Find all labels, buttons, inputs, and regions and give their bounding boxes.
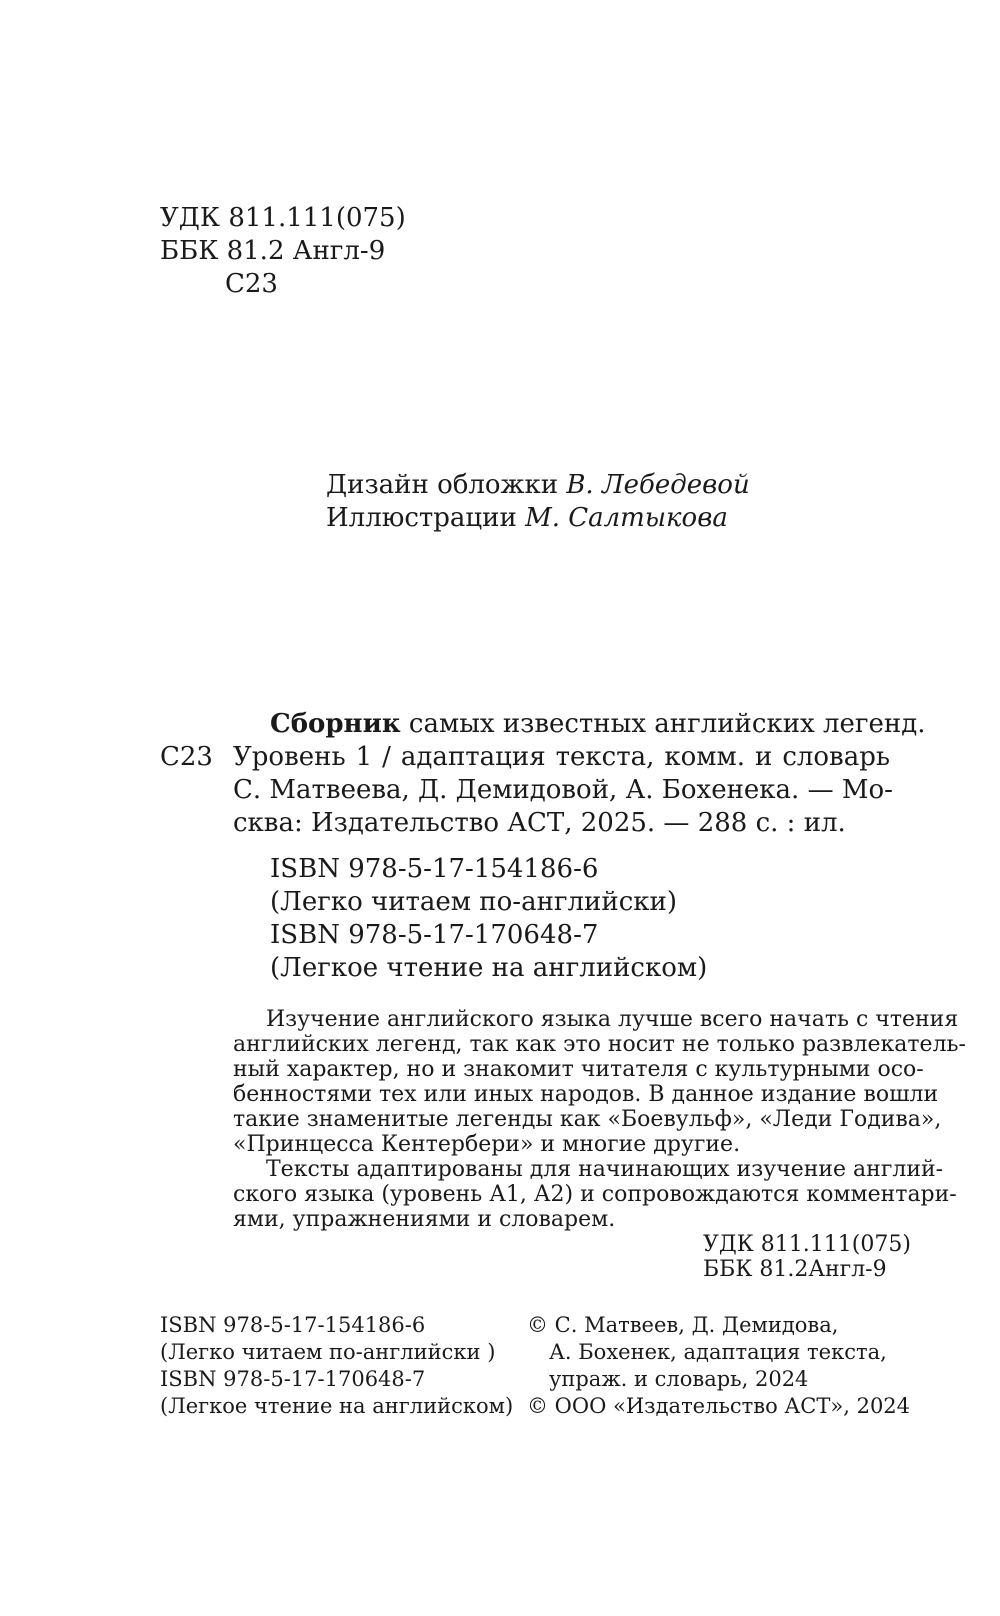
footer-series-2: (Легкое чтение на английском) [160,1394,514,1418]
illustrations-credit [326,502,728,535]
bib-isbn-1: ISBN 978-5-17-154186-6 [270,854,599,884]
annotation-line: ского языка (уровень А1, А2) и сопровождаются комментари- [233,1182,957,1207]
cover-designer-name: В. Лебедевой [566,470,750,500]
annotation-udk: УДК 811.111(075) [703,1232,911,1257]
bib-line-3-wrap [233,774,893,807]
annotation-line: ями, упражнениями и словарем. [233,1207,616,1232]
annotation-line: ный характер, но и знакомит читателя с культурными осо- [233,1057,924,1082]
illustrator-name: М. Салтыкова [525,503,728,533]
annotation-line: такие знаменитые легенды как «Боевульф», «Леди Годива», [233,1107,942,1132]
copyright-authors: © С. Матвеев, Д. Демидова, [527,1313,839,1337]
copyright-block [527,1312,910,1420]
bib-title-bold: Сборник [270,709,401,739]
bib-title-rest: самых известных английских легенд. [400,709,926,739]
bib-line-1 [270,708,926,741]
copyright-authors-cont: упраж. и словарь, 2024 [549,1367,809,1391]
copyright-publisher: © ООО «Издательство АСТ», 2024 [527,1394,911,1418]
bib-line-3: С. Матвеева, Д. Демидовой, А. Бохенека. — Мо- [233,775,893,805]
cover-design-label: Дизайн обложки [326,470,559,500]
cover-design-credit [326,469,750,502]
bib-line-2: Уровень 1 / адаптация текста, комм. и словарь [233,742,890,772]
footer-isbn-1: ISBN 978-5-17-154186-6 [160,1313,426,1337]
footer-series-1: (Легко читаем по-английски ) [160,1340,496,1364]
illustrations-label: Иллюстрации [326,503,517,533]
annotation-line: Изучение английского языка лучше всего начать с чтения [266,1007,959,1032]
bib-series-2: (Легкое чтение на английском) [270,953,708,983]
annotation-line: английских легенд, так как это носит не только развлекатель- [233,1032,966,1057]
annotation-line: «Принцесса Кентербери» и многие другие. [233,1132,741,1157]
author-mark: С23 [225,269,278,299]
footer-isbn-block [160,1312,513,1420]
footer-isbn-2: ISBN 978-5-17-170648-7 [160,1367,426,1391]
bbk-code: ББК 81.2 Англ-9 [160,236,386,266]
bib-series-1: (Легко читаем по-английски) [270,887,677,917]
annotation [233,1007,966,1232]
annotation-line: бенностями тех или иных народов. В данное издание вошли [233,1082,939,1107]
bib-line-4: сква: Издательство АСТ, 2025. — 288 с. : ил. [233,808,846,838]
bib-isbn-2: ISBN 978-5-17-170648-7 [270,920,599,950]
annotation-line: Тексты адаптированы для начинающих изучение англий- [266,1157,944,1182]
bib-author-mark: С23 [160,742,213,772]
copyright-authors-cont: А. Бохенек, адаптация текста, [549,1340,887,1364]
bib-line-2-wrap [233,741,890,774]
udk-code: УДК 811.111(075) [160,203,406,233]
bib-description [270,708,926,741]
annotation-bbk: ББК 81.2Англ-9 [703,1257,887,1282]
